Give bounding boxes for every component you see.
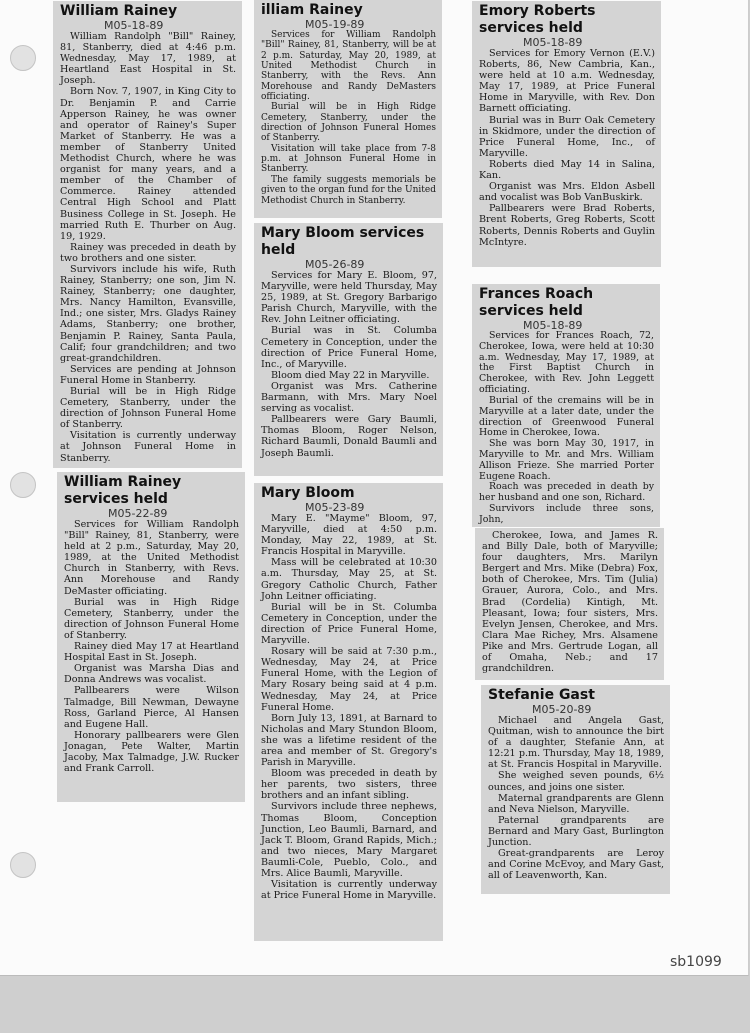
clipping-paragraph: Mary E. "Mayme" Bloom, 97, Maryville, died at 4:50 p.m. Monday, May 22, 1989, at St. Francis Hospital in Maryville. xyxy=(261,513,437,558)
clipping-paragraph: Great-grandparents are Leroy and Corine McEvoy, and Mary Gast, all of Leavenworth, Kan. xyxy=(488,848,664,882)
obituary-clipping-william-rainey-services-held xyxy=(57,472,245,802)
handwritten-date: M05-20-89 xyxy=(532,703,592,716)
handwritten-date: M05-18-89 xyxy=(523,36,583,49)
clipping-paragraph: Pallbearers were Wilson Talmadge, Bill Newman, Dewayne Ross, Garland Pierce, Al Hansen and Eugene Hall. xyxy=(64,685,239,730)
obituary-clipping-frances-roach-continued xyxy=(475,528,664,680)
clipping-paragraph: Survivors include his wife, Ruth Rainey, Stanberry; one son, Jim N. Rainey, Stanberry; one daughter, Mrs. Nancy Hamilton, Evansville, Ind.; one sister, Mrs. Gladys Rainey Adams, Stanberry; one brother, Benjamin P. Rainey, Santa Paula, Calif; four grandchildren; and two great-grandchildren. xyxy=(60,263,236,364)
clipping-paragraph: Visitation will take place from 7-8 p.m. at Johnson Funeral Home in Stanberry. xyxy=(261,143,436,175)
clipping-paragraph: Organist was Mrs. Catherine Barmann, with Mrs. Mary Noel serving as vocalist. xyxy=(261,380,437,415)
handwritten-date: M05-18-89 xyxy=(523,319,583,332)
clipping-paragraph: Burial will be in St. Columba Cemetery in Conception, under the direction of Price Funeral Home, Maryville. xyxy=(261,601,437,647)
clipping-paragraph: Survivors include three sons, John, xyxy=(479,503,654,525)
clipping-paragraph: Born July 13, 1891, at Barnard to Nicholas and Mary Stundon Bloom, she was a lifetime resident of the area and member of St. Gregory's Parish in Maryville. xyxy=(261,712,437,769)
clipping-paragraph: Paternal grandparents are Bernard and Mary Gast, Burlington Junction. xyxy=(488,814,664,849)
clipping-headline: Mary Bloom xyxy=(261,485,355,501)
binder-hole xyxy=(10,45,36,71)
obituary-clipping-frances-roach xyxy=(472,284,660,527)
obituary-clipping-william-rainey xyxy=(53,1,242,468)
obituary-clipping-mary-bloom-services xyxy=(254,223,443,476)
obituary-clipping-emory-roberts xyxy=(472,1,661,267)
clipping-paragraph: Pallbearers were Gary Baumli, Thomas Bloom, Roger Nelson, Richard Baumli, Donald Baumli and Joseph Baumli. xyxy=(261,414,437,459)
clipping-paragraph: Rainey was preceded in death by two brothers and one sister. xyxy=(60,241,236,264)
handwritten-date: M05-22-89 xyxy=(108,507,168,520)
clipping-paragraph: Michael and Angela Gast, Quitman, wish to announce the birt of a daughter, Stefanie Ann, at 12:21 p.m. Thursday, May 18, 1989, at St. Francis Hospital in Maryville. xyxy=(488,715,664,771)
binder-hole xyxy=(10,472,36,498)
clipping-paragraph: She was born May 30, 1917, in Maryville to Mr. and Mrs. William Allison Frieze. She married Porter Eugene Roach. xyxy=(479,438,654,482)
obituary-clipping-william-rainey-services xyxy=(254,0,442,218)
handwritten-page-code: sb1099 xyxy=(670,954,722,970)
clipping-paragraph: Organist was Marsha Dias and Donna Andrews was vocalist. xyxy=(64,663,239,686)
clipping-paragraph: Burial will be in High Ridge Cemetery, Stanberry, under the direction of Johnson Funeral Homes of Stanberry. xyxy=(261,102,436,144)
handwritten-date: M05-26-89 xyxy=(305,258,365,271)
clipping-paragraph: Mass will be celebrated at 10:30 a.m. Thursday, May 25, at St. Gregory Catholic Church, Father John Leitner officiating. xyxy=(261,557,437,602)
clipping-headline: illiam Rainey xyxy=(261,2,363,18)
clipping-paragraph: Visitation is currently underway at Johnson Funeral Home in Stanberry. xyxy=(60,430,236,464)
clipping-paragraph: Honorary pallbearers were Glen Jonagan, Pete Walter, Martin Jacoby, Max Talmadge, J.W. Rucker and Frank Carroll. xyxy=(64,729,239,775)
obituary-clipping-mary-bloom xyxy=(254,483,443,941)
clipping-paragraph: Services for William Randolph "Bill" Rainey, 81, Stanberry, will be at 2 p.m. Saturday, May 20, 1989, at United Methodist Church in Stanberry, with the Revs. Ann Morehouse and Randy DeMasters officiating. xyxy=(261,30,436,103)
handwritten-date: M05-19-89 xyxy=(305,18,365,31)
clipping-paragraph: Cherokee, Iowa, and James R. and Billy Dale, both of Maryville; four daughters, Mrs. Marilyn Bergert and Mrs. Mike (Debra) Fox, both of Cherokee, Mrs. Tim (Julia) Grauer, Aurora, Colo., and Mrs. Brad (Cordelia) Kintigh, Mt. Pleasant, Iowa; four sisters, Mrs. Evelyn Jensen, Cherokee, and Mrs. Clara Mae Richey, Mrs. Alsamene Pike and Mrs. Gertrude Logan, all of Omaha, Neb.; and 17 grandchildren. xyxy=(482,530,658,675)
clipping-paragraph: William Randolph "Bill" Rainey, 81, Stanberry, died at 4:46 p.m. Wednesday, May 17, 1989, at Heartland East Hospital in St. Joseph. xyxy=(60,31,236,87)
clipping-headline: Frances Roach services held xyxy=(479,286,594,319)
clipping-paragraph: Services for Emory Vernon (E.V.) Roberts, 86, New Cambria, Kan., were held at 10 a.m. Wednesday, May 17, 1989, at Price Funeral Home in Maryville, with Rev. Don Barnett officiating. xyxy=(479,48,655,115)
clipping-paragraph: Roberts died May 14 in Salina, Kan. xyxy=(479,158,655,182)
clipping-paragraph: Roach was preceded in death by her husband and one son, Richard. xyxy=(479,481,654,504)
clipping-paragraph: She weighed seven pounds, 6½ ounces, and joins one sister. xyxy=(488,770,664,793)
birth-announcement-stefanie-gast xyxy=(481,685,670,894)
clipping-paragraph: Pallbearers were Brad Roberts, Brent Roberts, Greg Roberts, Scott Roberts, Dennis Roberts and Guylin McIntyre. xyxy=(479,203,655,248)
clipping-paragraph: Services for Mary E. Bloom, 97, Maryville, were held Thursday, May 25, 1989, at St. Gregory Barbarigo Parish Church, Maryville, with the Rev. John Leitner officiating. xyxy=(261,270,437,326)
clipping-headline: Mary Bloom services held xyxy=(261,225,425,258)
clipping-paragraph: Services for Frances Roach, 72, Cherokee, Iowa, were held at 10:30 a.m. Wednesday, May 17, 1989, at the First Baptist Church in Cherokee, with Rev. John Leggett officiating. xyxy=(479,330,654,396)
clipping-paragraph: Visitation is currently underway at Price Funeral Home in Maryville. xyxy=(261,879,437,902)
clipping-headline: Stefanie Gast xyxy=(488,687,595,703)
clipping-paragraph: Burial was in High Ridge Cemetery, Stanberry, under the direction of Johnson Funeral Home of Stanberry. xyxy=(64,596,239,641)
clipping-paragraph: Rainey died May 17 at Heartland Hospital East in St. Joseph. xyxy=(64,641,239,664)
clipping-headline: Emory Roberts services held xyxy=(479,3,596,36)
binder-hole xyxy=(10,852,36,878)
clipping-paragraph: Survivors include three nephews, Thomas Bloom, Conception Junction, Leo Baumli, Barnard, and Jack T. Bloom, Grand Rapids, Mich.; and two nieces, Mary Margaret Baumli-Cole, Pueblo, Colo., and Mrs. Alice Baumli, Maryville. xyxy=(261,801,437,879)
clipping-paragraph: Born Nov. 7, 1907, in King City to Dr. Benjamin P. and Carrie Apperson Rainey, he was owner and operator of Rainey's Super Market of Stanberry. He was a member of Stanberry United Methodist Church, where he was organist for many years, and a member of the Chamber of Commerce. Rainey attended Central High School and Platt Business College in St. Joseph. He married Ruth E. Thurber on Aug. 19, 1929. xyxy=(60,86,236,242)
clipping-headline: William Rainey xyxy=(60,3,178,19)
clipping-paragraph: Services for William Randolph "Bill" Rainey, 81, Stanberry, were held at 2 p.m., Saturday, May 20, 1989, at the United Methodist Church in Stanberry, with Revs. Ann Morehouse and Randy DeMaster officiating. xyxy=(64,519,239,597)
clipping-paragraph: Burial of the cremains will be in Maryville at a later date, under the direction of Greenwood Funeral Home in Cherokee, Iowa. xyxy=(479,394,654,439)
clipping-paragraph: Bloom was preceded in death by her parents, two sisters, three brothers and an infant sibling. xyxy=(261,768,437,802)
handwritten-date: M05-18-89 xyxy=(104,19,164,32)
clipping-paragraph: Burial will be in High Ridge Cemetery, Stanberry, under the direction of Johnson Funeral Home of Stanberry. xyxy=(60,386,236,431)
clipping-paragraph: Bloom died May 22 in Maryville. xyxy=(271,369,430,381)
clipping-paragraph: The family suggests memorials be given to the organ fund for the United Methodist Church in Stanberry. xyxy=(261,174,436,206)
clipping-paragraph: Rosary will be said at 7:30 p.m., Wednesday, May 24, at Price Funeral Home, with the Legion of Mary Rosary being said at 4 p.m. Wednesday, May 24, at Price Funeral Home. xyxy=(261,646,437,713)
clipping-paragraph: Burial was in St. Columba Cemetery in Conception, under the direction of Price Funeral Home, Inc., of Maryville. xyxy=(261,325,437,370)
clipping-paragraph: Burial was in Burr Oak Cemetery in Skidmore, under the direction of Price Funeral Home, Inc., of Maryville. xyxy=(479,114,655,159)
clipping-paragraph: Services are pending at Johnson Funeral Home in Stanberry. xyxy=(60,363,236,386)
clipping-paragraph: Organist was Mrs. Eldon Asbell and vocalist was Bob VanBuskirk. xyxy=(479,181,655,204)
clipping-headline: William Rainey services held xyxy=(64,474,182,507)
clipping-paragraph: Maternal grandparents are Glenn and Neva Nielson, Maryville. xyxy=(488,792,664,815)
handwritten-date: M05-23-89 xyxy=(305,501,365,514)
